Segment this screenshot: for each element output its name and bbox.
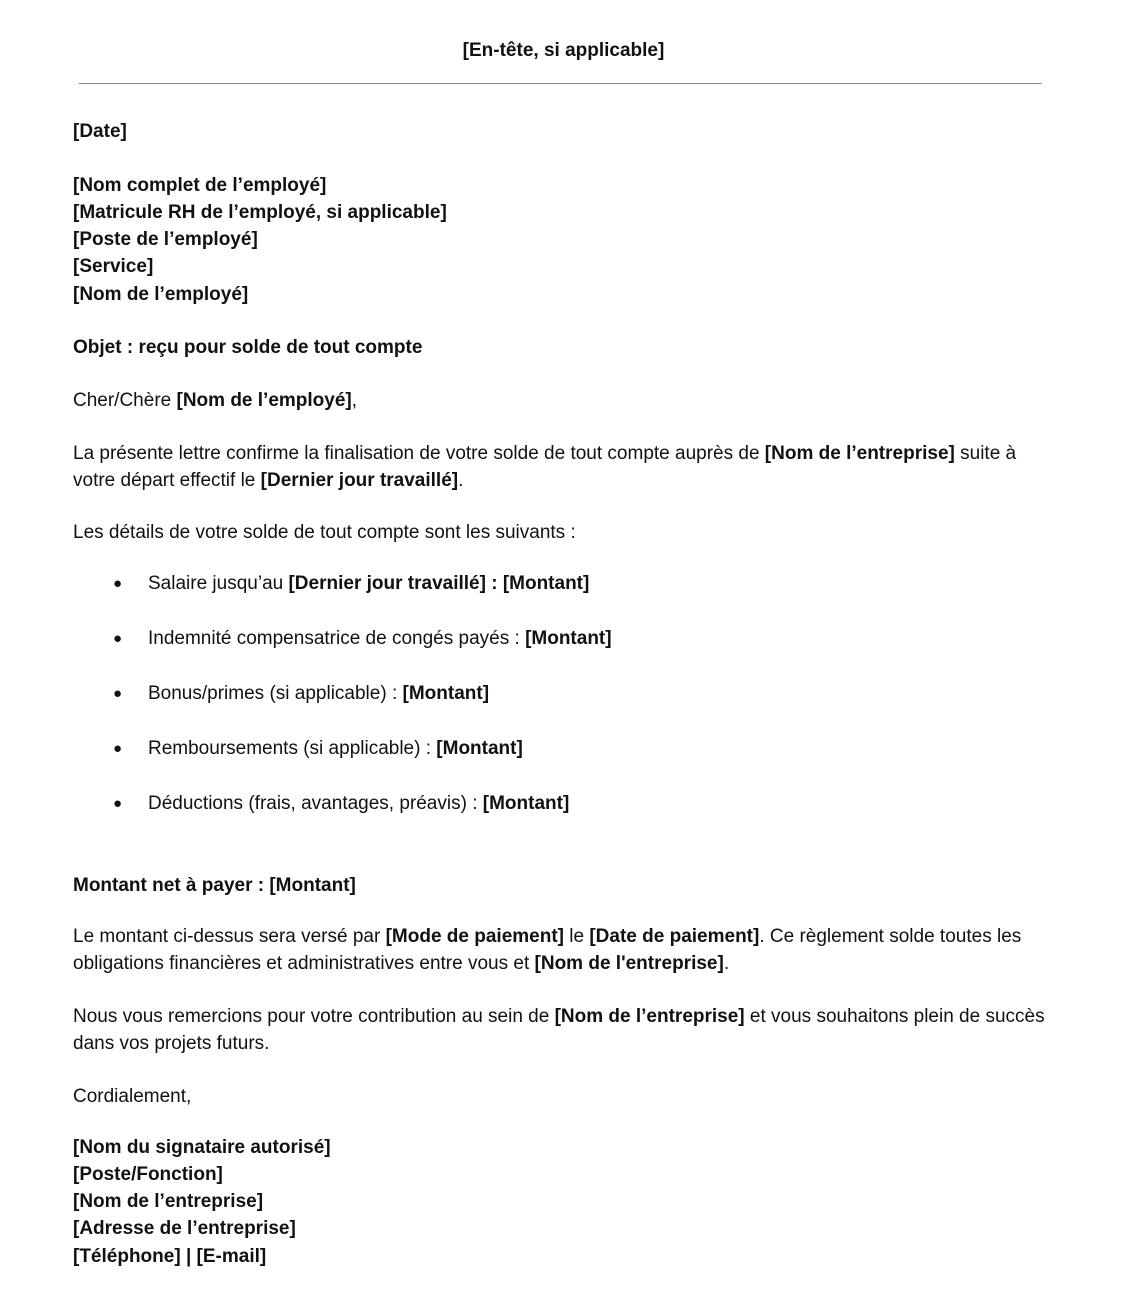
header-divider [79,83,1042,84]
signatory-role: [Poste/Fonction] [73,1164,223,1185]
signatory-contact: [Téléphone] | [E-mail] [73,1246,267,1267]
greeting: Cher/Chère [Nom de l’employé], [73,390,358,411]
employee-name: [Nom de l’employé] [73,284,249,305]
employee-full-name: [Nom complet de l’employé] [73,175,327,196]
subject-line: Objet : reçu pour solde de tout compte [73,337,423,358]
intro-paragraph: La présente lettre confirme la finalisation de votre solde de tout compte auprès de [Nom de l’entreprise] suite à votre départ effectif le [Dernier jour travaillé]. [73,443,1017,491]
payment-paragraph: Le montant ci-dessus sera versé par [Mode de paiement] le [Date de paiement]. Ce règlement solde toutes les obligations financières et administratives entre vous et [Nom de l'entreprise]. [73,926,1022,974]
employee-position: [Poste de l’employé] [73,229,258,250]
closing: Cordialement, [73,1086,192,1107]
employee-department: [Service] [73,256,154,277]
date-line: [Date] [73,121,127,142]
bullet-icon: ● [113,795,123,812]
bullet-icon: ● [113,630,123,647]
employee-hr-id: [Matricule RH de l’employé, si applicable] [73,202,447,223]
letter-page: [En-tête, si applicable] [Date] [Nom complet de l’employé] [Matricule RH de l’employé, si applicable] [Poste de l’employé] [Service] [Nom de l’employé] Objet : reçu pour solde de tout compte Cher/Chère [Nom de l’employé], La présente lettre confirme la finalisation de votre solde de tout compte auprès de [Nom de l’entreprise] suite à votre départ effectif le [Dernier jour travaillé]. Les détails de votre solde de tout compte sont les suivants : ● Salaire jusqu’au [Dernier jour travaillé] : [Montant] ● Indemnité compensatrice de congés payés : [Montant] ● Bonus/primes (si applicable) : [Montant] ● Remboursements (si applicable) : [Montant] ● Déductions (frais, avantages, préavis) : [Montant] Montant net à payer : [Montant] Le montant ci-dessus sera versé par [Mode de paiement] le [Date de paiement]. Ce règlement solde toutes les obligations financières et administratives entre vous et [Nom de l'entreprise]. Nous vous remercions pour votre contribution au sein de [Nom de l’entreprise] et vous souhaitons plein de succès dans vos projets futurs. Cordialement, [Nom du signataire autorisé] [Poste/Fonction] [Nom de l’entreprise] [Adresse de l’entreprise] [Téléphone] | [E-mail] [0,0,1127,1315]
bullet-icon: ● [113,740,123,757]
bullet-icon: ● [113,685,123,702]
bullet-icon: ● [113,575,123,592]
signatory-address: [Adresse de l’entreprise] [73,1218,296,1239]
signatory-name: [Nom du signataire autorisé] [73,1137,331,1158]
thanks-paragraph: Nous vous remercions pour votre contribution au sein de [Nom de l’entreprise] et vous souhaitons plein de succès dans vos projets futurs. [73,1006,1045,1054]
details-intro: Les détails de votre solde de tout compte sont les suivants : [73,522,576,543]
letter-header: [En-tête, si applicable] [462,40,665,61]
net-amount: Montant net à payer : [Montant] [73,875,356,896]
signatory-company: [Nom de l’entreprise] [73,1191,264,1212]
